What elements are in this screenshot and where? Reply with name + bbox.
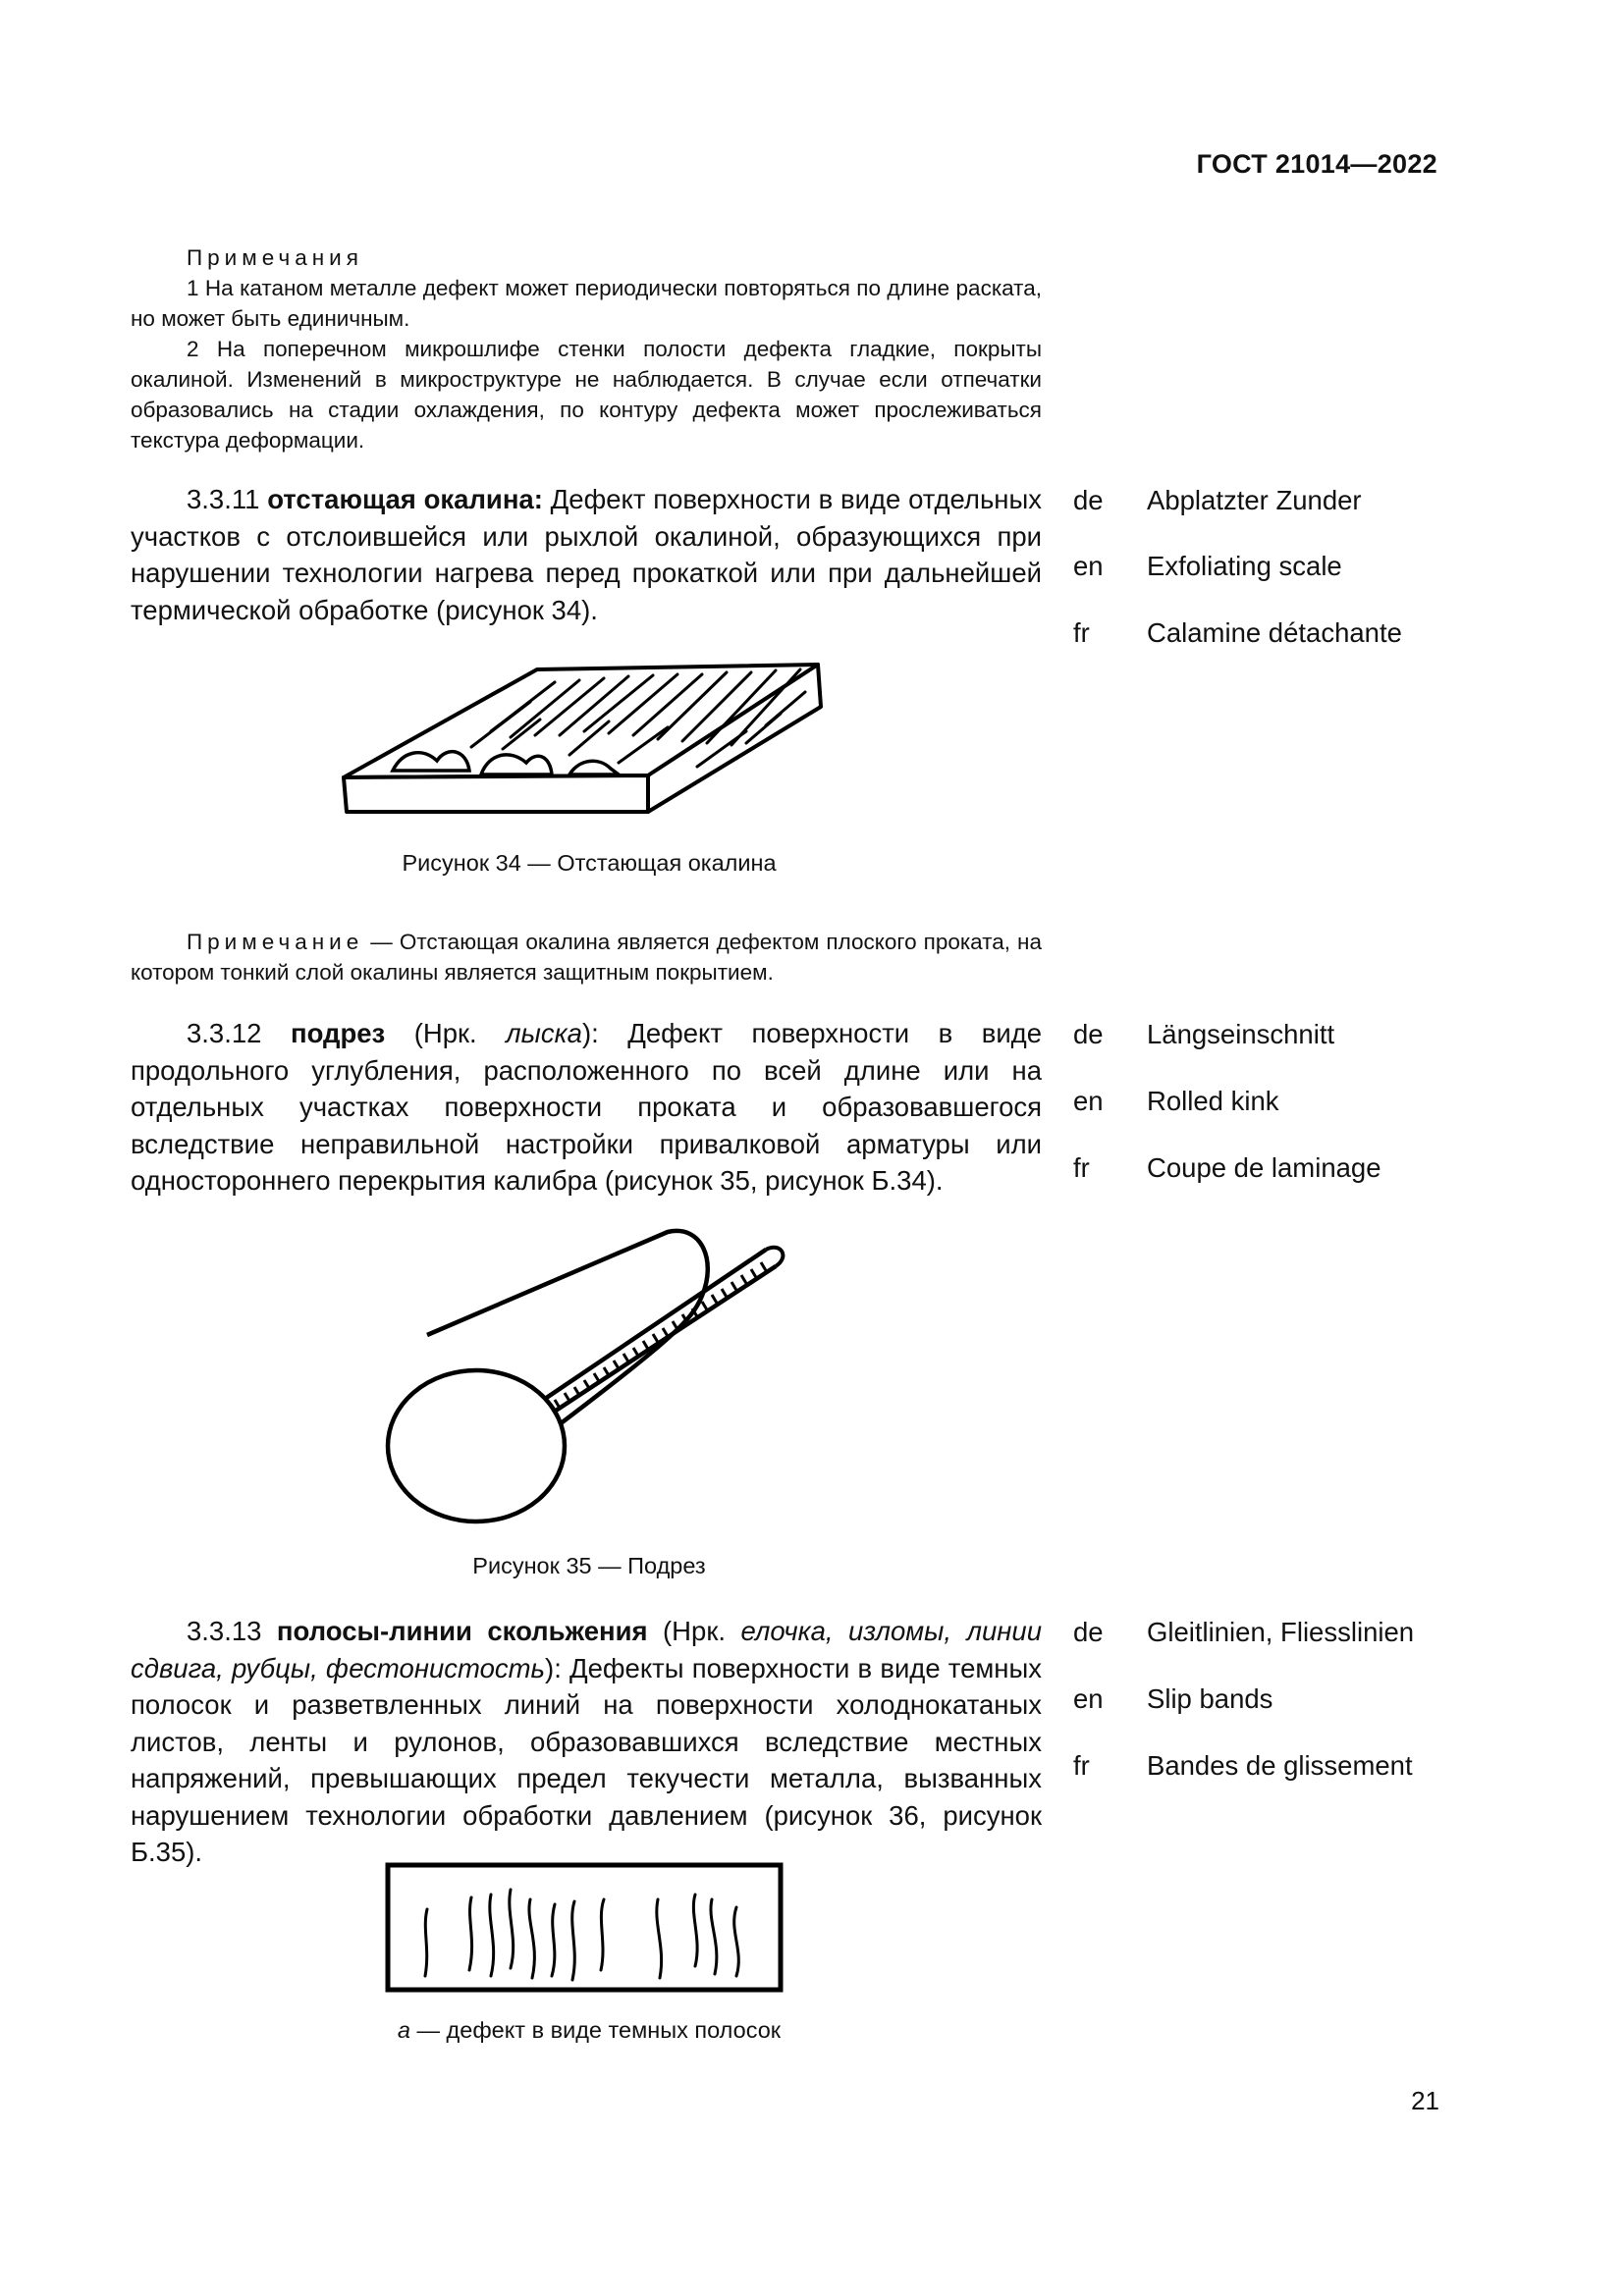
lang-term-de: Gleitlinien, Fliesslinien <box>1147 1617 1415 1647</box>
lang-term-en: Exfoliating scale <box>1147 551 1342 581</box>
note-34 <box>131 927 1042 988</box>
term-3-3-12 <box>131 1015 1042 1200</box>
figure-36a-letter: а <box>397 2017 410 2043</box>
term-3-3-11 <box>131 481 1042 628</box>
figure-36a-illustration <box>383 1860 785 1998</box>
lang-term-fr: Coupe de laminage <box>1147 1152 1381 1183</box>
term-3-3-13 <box>131 1613 1042 1871</box>
term-prefix: (Нрк. <box>385 1018 507 1048</box>
term-definition: ): Дефекты поверхности в виде темных полосок и разветвленных линий на поверхности холоднокатаных листов, ленты и рулонов, образовавшихся вследствие местных напряжений, превышающих предел текучести металла, вызванных нарушением технологии обработки давлением (рисунок 36, рисунок Б.35). <box>131 1652 1042 1867</box>
lang-term-de: Abplatzter Zunder <box>1147 485 1362 515</box>
lang-term-en: Rolled kink <box>1147 1086 1279 1116</box>
lang-code-fr: fr <box>1073 617 1090 648</box>
term-alt: лыска <box>506 1018 582 1048</box>
figure-34-illustration <box>334 653 844 829</box>
lang-code-fr: fr <box>1073 1152 1090 1183</box>
lang-code-de: de <box>1073 485 1104 515</box>
notes-title: Примечания <box>187 245 363 270</box>
term-definition: ): Дефект поверхности в виде продольного углубления, расположенного по всей длине или на отдельных участках поверхности проката и образовавшегося вследствие неправильной настройки привалковой арматуры или одностороннего перекрытия калибра (рисунок 35, рисунок Б.34). <box>131 1018 1043 1196</box>
lang-code-en: en <box>1073 1683 1104 1714</box>
standard-header: ГОСТ 21014—2022 <box>1196 149 1437 179</box>
lang-term-de: Längseinschnitt <box>1147 1019 1335 1049</box>
term-name: отстающая окалина: <box>267 484 543 514</box>
lang-code-de: de <box>1073 1617 1104 1647</box>
lang-code-en: en <box>1073 551 1104 581</box>
figure-35-illustration <box>378 1222 800 1536</box>
figure-34-caption: Рисунок 34 — Отстающая окалина <box>402 850 777 876</box>
note-label: Примечание <box>187 930 364 954</box>
term-prefix: (Нрк. <box>647 1616 741 1646</box>
lang-term-en: Slip bands <box>1147 1683 1273 1714</box>
term-name: полосы-линии скольжения <box>276 1616 648 1646</box>
lang-code-fr: fr <box>1073 1750 1090 1781</box>
term-name: подрез <box>290 1018 386 1048</box>
term-number: 3.3.12 <box>187 1018 262 1048</box>
figure-36a-text: — дефект в виде темных полосок <box>409 2017 782 2043</box>
note-1: 1 На катаном металле дефект может периодически повторяться по длине раската, но может быть единичным. <box>131 276 1042 331</box>
term-number: 3.3.11 <box>187 484 260 514</box>
figure-35-caption: Рисунок 35 — Подрез <box>472 1553 706 1578</box>
term-number: 3.3.13 <box>187 1616 262 1646</box>
lang-term-fr: Bandes de glissement <box>1147 1750 1413 1781</box>
note-2: 2 На поперечном микрошлифе стенки полости дефекта гладкие, покрыты окалиной. Изменений в микроструктуре не наблюдается. В случае если отпечатки образовались на стадии охлаждения, по контуру дефекта может прослеживаться текстура деформации. <box>131 337 1042 453</box>
lang-code-de: de <box>1073 1019 1104 1049</box>
page-number: 21 <box>1411 2086 1439 2115</box>
lang-term-fr: Calamine détachante <box>1147 617 1402 648</box>
term-alt: елочка, изломы, линии сдвига, рубцы, фестонистость <box>131 1616 1042 1683</box>
lang-code-en: en <box>1073 1086 1104 1116</box>
term-definition: Дефект поверхности в виде отдельных участков с отслоившейся или рыхлой окалиной, образующихся при нарушении технологии нагрева перед прокаткой или при дальнейшей термической обработке (рисунок 34). <box>131 484 1042 625</box>
figure-36a-caption <box>334 2017 844 2044</box>
notes-top <box>131 242 1042 455</box>
note-text: — Отстающая окалина является дефектом плоского проката, на котором тонкий слой окалины является защитным покрытием. <box>131 930 1042 985</box>
